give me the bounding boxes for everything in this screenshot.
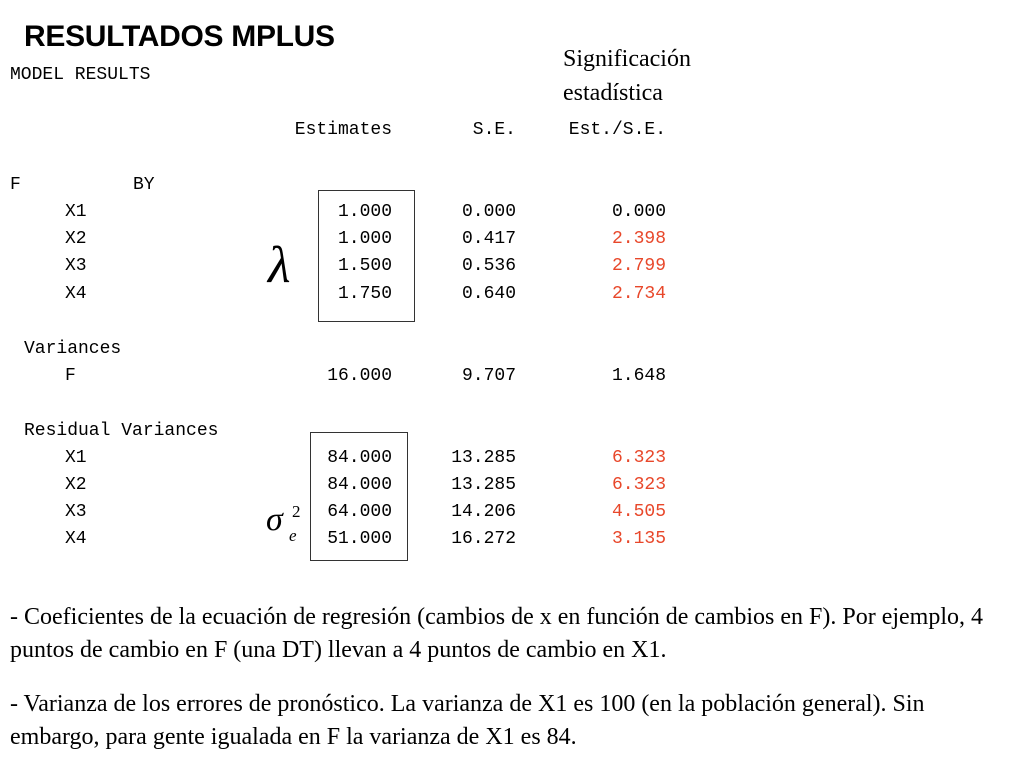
significance-line-2: estadística [563,80,663,106]
row-se: 0.640 [461,284,516,304]
row-estimate: 84.000 [327,448,392,468]
row-estimate: 1.000 [337,202,392,222]
row-var: F [65,366,76,386]
row-se: 0.536 [461,256,516,276]
row-est-se: 1.648 [611,366,666,386]
row-est-se: 2.398 [611,229,666,249]
row-estimate: 1.000 [337,229,392,249]
row-var: X4 [65,284,87,304]
row-var: X1 [65,448,87,468]
row-est-se: 6.323 [611,448,666,468]
row-se: 16.272 [451,529,516,549]
model-results-label: MODEL RESULTS [10,65,151,85]
significance-line-1: Significación [563,46,691,72]
col-se-header: S.E. [472,120,516,140]
row-estimate: 84.000 [327,475,392,495]
sigma-symbol: σ [266,501,283,538]
significance-label [563,42,691,110]
row-estimate: 64.000 [327,502,392,522]
variances-label: Variances [24,339,122,359]
by-label: BY [133,175,155,195]
row-se: 14.206 [451,502,516,522]
col-estimates-header: Estimates [294,120,392,140]
col-est-se-header: Est./S.E. [568,120,666,140]
note-regression-coefficients: - Coeficientes de la ecuación de regresión (cambios de x en función de cambios en F). Por ejemplo, 4 puntos de cambio en F (una DT) llevan a 4 puntos de cambio en X1. [10,604,984,663]
row-est-se: 6.323 [611,475,666,495]
row-estimate: 16.000 [327,366,392,386]
row-est-se: 3.135 [611,529,666,549]
page-title: RESULTADOS MPLUS [24,20,335,53]
row-var: X2 [65,229,87,249]
row-se: 0.000 [461,202,516,222]
sigma-superscript: 2 [292,502,301,521]
row-se: 0.417 [461,229,516,249]
row-var: X3 [65,256,87,276]
row-var: X3 [65,502,87,522]
row-est-se: 2.734 [611,284,666,304]
row-se: 9.707 [461,366,516,386]
lambda-symbol: λ [268,237,291,294]
row-est-se: 4.505 [611,502,666,522]
row-var: X4 [65,529,87,549]
row-est-se: 0.000 [611,202,666,222]
row-se: 13.285 [451,448,516,468]
row-est-se: 2.799 [611,256,666,276]
residual-variances-label: Residual Variances [24,421,219,441]
row-estimate: 1.500 [337,256,392,276]
factor-label: F [10,175,21,195]
row-estimate: 51.000 [327,529,392,549]
note-error-variance: - Varianza de los errores de pronóstico. La varianza de X1 es 100 (en la población general). Sin embargo, para gente igualada en F la varianza de X1 es 84. [10,691,925,750]
row-estimate: 1.750 [337,284,392,304]
row-se: 13.285 [451,475,516,495]
sigma-subscript: e [289,526,297,545]
row-var: X1 [65,202,87,222]
row-var: X2 [65,475,87,495]
